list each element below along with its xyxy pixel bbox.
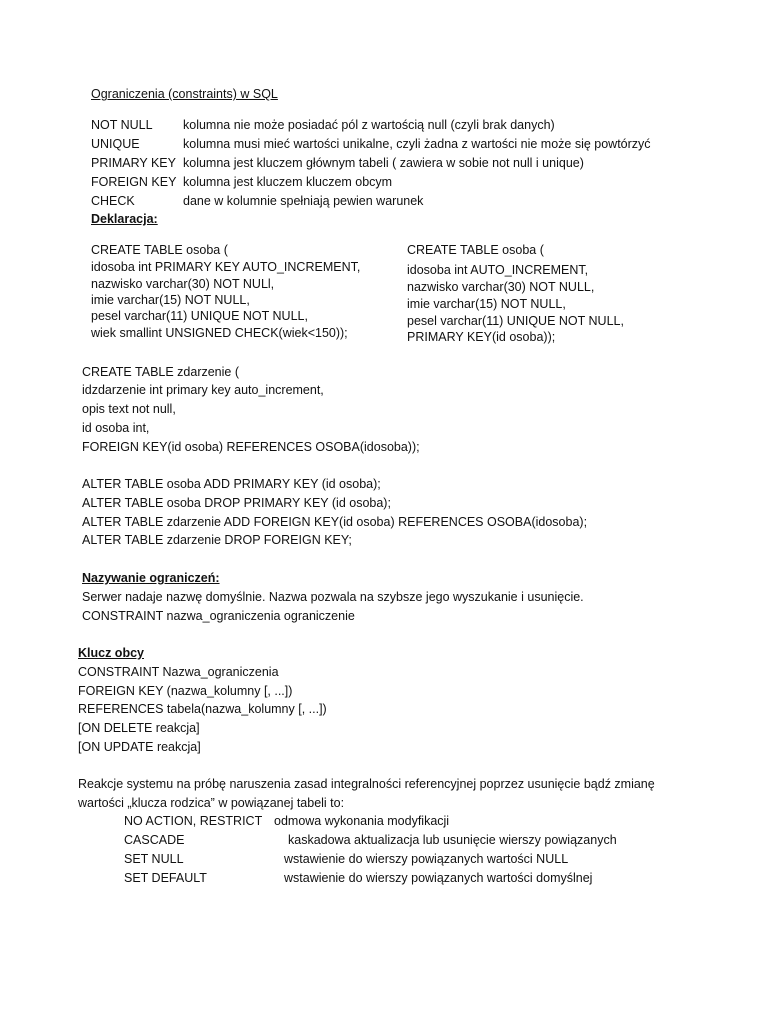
reaction-desc: odmowa wykonania modyfikacji	[274, 814, 450, 828]
code-line: PRIMARY KEY(id osoba));	[407, 330, 556, 344]
naming-heading: Nazywanie ograniczeń:	[82, 571, 220, 585]
page-title: Ograniczenia (constraints) w SQL	[91, 87, 278, 101]
code-line: nazwisko varchar(30) NOT NULl,	[91, 277, 275, 291]
constraint-desc: kolumna jest kluczem głównym tabeli ( zawiera w sobie not null i unique)	[183, 156, 584, 170]
code-line: FOREIGN KEY(id osoba) REFERENCES OSOBA(idosoba));	[82, 440, 420, 454]
code-line: pesel varchar(11) UNIQUE NOT NULL,	[407, 314, 624, 328]
reaction-name: NO ACTION, RESTRICT	[124, 814, 263, 828]
naming-line: CONSTRAINT nazwa_ograniczenia ograniczenie	[82, 609, 355, 623]
constraint-desc: kolumna nie może posiadać pól z wartością null (czyli brak danych)	[183, 118, 555, 132]
constraint-name: CHECK	[91, 194, 135, 208]
code-line: pesel varchar(11) UNIQUE NOT NULL,	[91, 309, 308, 323]
constraint-name: NOT NULL	[91, 118, 153, 132]
code-line: ALTER TABLE zdarzenie DROP FOREIGN KEY;	[82, 533, 352, 547]
fk-line: FOREIGN KEY (nazwa_kolumny [, ...])	[78, 684, 293, 698]
reaction-desc: wstawienie do wierszy powiązanych wartości NULL	[284, 852, 569, 866]
reaction-desc: kaskadowa aktualizacja lub usunięcie wierszy powiązanych	[288, 833, 617, 847]
declaration-heading: Deklaracja:	[91, 212, 158, 226]
code-line: idosoba int AUTO_INCREMENT,	[407, 263, 589, 277]
reaction-name: CASCADE	[124, 833, 185, 847]
code-line: imie varchar(15) NOT NULL,	[91, 293, 250, 307]
reaction-name: SET NULL	[124, 852, 184, 866]
code-line: idosoba int PRIMARY KEY AUTO_INCREMENT,	[91, 260, 361, 274]
code-line: opis text not null,	[82, 402, 176, 416]
constraint-desc: kolumna musi mieć wartości unikalne, czyli żadna z wartości nie może się powtórzyć	[183, 137, 651, 151]
code-line: imie varchar(15) NOT NULL,	[407, 297, 566, 311]
constraint-name: PRIMARY KEY	[91, 156, 176, 170]
fk-line: CONSTRAINT Nazwa_ograniczenia	[78, 665, 279, 679]
constraint-desc: dane w kolumnie spełniają pewien warunek	[183, 194, 424, 208]
fk-heading: Klucz obcy	[78, 646, 144, 660]
code-line: ALTER TABLE osoba ADD PRIMARY KEY (id osoba);	[82, 477, 381, 491]
constraint-name: FOREIGN KEY	[91, 175, 177, 189]
fk-line: [ON DELETE reakcja]	[78, 721, 200, 735]
fk-line: [ON UPDATE reakcja]	[78, 740, 201, 754]
code-line: CREATE TABLE osoba (	[91, 243, 228, 257]
reaction-name: SET DEFAULT	[124, 871, 207, 885]
code-line: CREATE TABLE zdarzenie (	[82, 365, 240, 379]
constraint-name: UNIQUE	[91, 137, 140, 151]
code-line: ALTER TABLE osoba DROP PRIMARY KEY (id osoba);	[82, 496, 391, 510]
code-line: ALTER TABLE zdarzenie ADD FOREIGN KEY(id osoba) REFERENCES OSOBA(idosoba);	[82, 515, 588, 529]
naming-line: Serwer nadaje nazwę domyślnie. Nazwa pozwala na szybsze jego wyszukanie i usunięcie.	[82, 590, 584, 604]
code-line: id osoba int,	[82, 421, 150, 435]
code-line: nazwisko varchar(30) NOT NULL,	[407, 280, 595, 294]
reactions-intro-line: wartości „klucza rodzica” w powiązanej tabeli to:	[78, 796, 345, 810]
code-line: idzdarzenie int primary key auto_increment,	[82, 383, 324, 397]
code-line: CREATE TABLE osoba (	[407, 243, 544, 257]
fk-line: REFERENCES tabela(nazwa_kolumny [, ...])	[78, 702, 327, 716]
constraint-desc: kolumna jest kluczem kluczem obcym	[183, 175, 393, 189]
reactions-intro-line: Reakcje systemu na próbę naruszenia zasad integralności referencyjnej poprzez usunięcie bądź zmianę	[78, 777, 655, 791]
reaction-desc: wstawienie do wierszy powiązanych wartości domyślnej	[284, 871, 593, 885]
code-line: wiek smallint UNSIGNED CHECK(wiek<150));	[91, 326, 348, 340]
